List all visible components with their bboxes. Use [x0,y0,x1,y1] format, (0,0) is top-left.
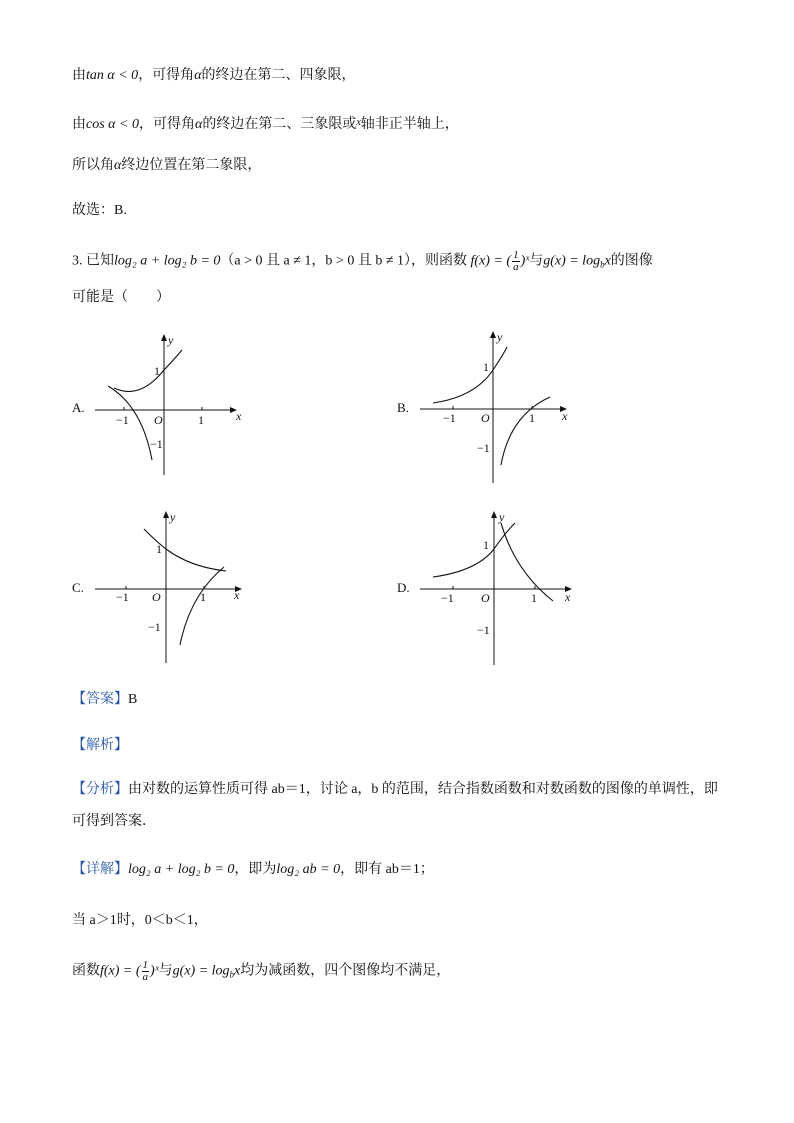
math-exponent: )ˣ [150,963,159,979]
y-label: y [170,510,176,524]
case1-function-line [72,960,450,985]
option-b-label: B. [397,400,409,415]
y-tick-neg1: −1 [477,441,490,455]
math-arg: x [604,253,611,269]
detail-line [72,860,434,880]
math-base: b [600,259,605,270]
text: 的终边在第二、三象限或 [202,117,357,132]
text: 均为减函数，四个图像均不满足， [240,963,451,979]
math-f: f(x) = ( [100,963,141,979]
option-c-graph [90,505,250,670]
analysis-line-1 [72,780,718,800]
y-axis-arrow [491,511,497,518]
curve-exponential [433,347,507,403]
math-f: f(x) = ( [470,253,512,269]
analysis-tag: 【分析】 [72,782,128,797]
answer-line [72,690,137,710]
x-tick-1: 1 [198,413,204,427]
option-c-label: C. [72,580,84,595]
y-tick-1: 1 [154,364,160,378]
option-d-label: D. [397,580,410,595]
text: ，即有 ab＝1； [340,862,434,877]
y-label: y [497,330,503,344]
text: 的图像 [610,253,653,269]
option-d-graph [415,505,580,670]
option-a-graph [90,330,250,480]
origin-label: O [481,411,490,425]
math-g: g(x) = log [543,253,601,269]
solution-line-1 [72,66,356,86]
y-tick-neg1: −1 [148,620,161,634]
y-tick-1: 1 [483,538,489,552]
fraction-denominator: a [142,971,149,983]
solution-line-2 [72,113,459,135]
text: （a > 0 且 a ≠ 1，b > 0 且 b ≠ 1），则函数 [220,253,468,269]
fraction [142,960,150,983]
x-tick-neg1: −1 [116,590,129,604]
curve-logarithm [108,386,152,460]
math-exponent: )ˣ [520,253,530,269]
solution-line-3 [72,156,261,176]
option-a-label: A. [72,400,85,415]
curve-exponential [114,350,182,391]
math-log-ab: log₂ ab = 0 [276,862,341,877]
x-label: x [236,409,242,423]
answer-value: B [128,692,138,707]
analysis-line-2: 可得到答案． [72,814,156,829]
question-3-line-2: 可能是（ ） [72,290,170,305]
y-label: y [168,333,174,347]
x-label: x [234,588,240,602]
math-alpha: α [114,158,122,173]
math-g: g(x) = log [172,963,230,979]
origin-label: O [481,591,490,605]
analysis-text: 由对数的运算性质可得 ab＝1，讨论 a，b 的范围，结合指数函数和对数函数的图像的单调性，即 [128,782,718,797]
solution-line-4: 故选：B. [72,203,127,218]
text: 由 [72,68,86,83]
text: 已知 [86,253,114,269]
y-axis-arrow [161,334,167,341]
detail-tag: 【详解】 [72,862,128,877]
y-tick-1: 1 [156,542,162,556]
text: 轴非正半轴上， [360,117,459,132]
x-tick-1: 1 [200,590,206,604]
fraction-denominator: a [513,261,519,273]
math-x: x [356,117,361,128]
math-tan: tan α < 0 [86,68,139,83]
x-tick-neg1: −1 [116,413,129,427]
y-label: y [499,510,505,524]
text: ，可得角 [138,68,195,83]
origin-label: O [154,413,163,427]
question-3-line-1 [72,250,653,275]
y-tick-neg1: −1 [150,437,163,451]
case1-line: 当 a＞1时，0＜b＜1， [72,913,208,928]
math-log-eq: log₂ a + log₂ b = 0 [114,253,221,269]
analysis-title: 【解析】 [72,738,128,753]
curve-exponential [433,523,515,577]
text: 与 [529,253,544,269]
text: 终边位置在第二象限， [121,158,262,173]
fraction-numerator: 1 [142,959,149,971]
text: 的终边在第二、四象限， [201,68,356,83]
text: ，即为 [234,862,277,877]
math-cos: cos α < 0 [86,117,139,132]
text: 由 [72,117,86,132]
y-axis-arrow [490,331,496,338]
answer-tag: 【答案】 [72,692,128,707]
math-alpha: α [194,117,203,132]
math-base: b [229,969,235,980]
math-arg: x [234,963,241,979]
x-tick-neg1: −1 [443,411,456,425]
y-axis-arrow [163,511,169,518]
text: 所以角 [72,158,114,173]
curve-logarithm [501,397,550,465]
option-b-graph [415,325,575,485]
fraction [512,250,520,273]
x-tick-1: 1 [529,411,535,425]
text: 函数 [72,963,100,979]
text: ，可得角 [138,117,195,132]
y-tick-1: 1 [483,360,489,374]
fraction-numerator: 1 [513,249,519,261]
question-number: 3. [72,253,83,269]
origin-label: O [152,590,161,604]
x-tick-1: 1 [531,591,537,605]
x-tick-neg1: −1 [441,591,454,605]
curve-logarithm [180,567,224,645]
math-alpha: α [194,68,202,83]
x-label: x [565,590,571,604]
y-tick-neg1: −1 [477,623,490,637]
math-log-eq: log₂ a + log₂ b = 0 [128,862,235,877]
x-label: x [562,409,568,423]
text: 与 [158,963,173,979]
